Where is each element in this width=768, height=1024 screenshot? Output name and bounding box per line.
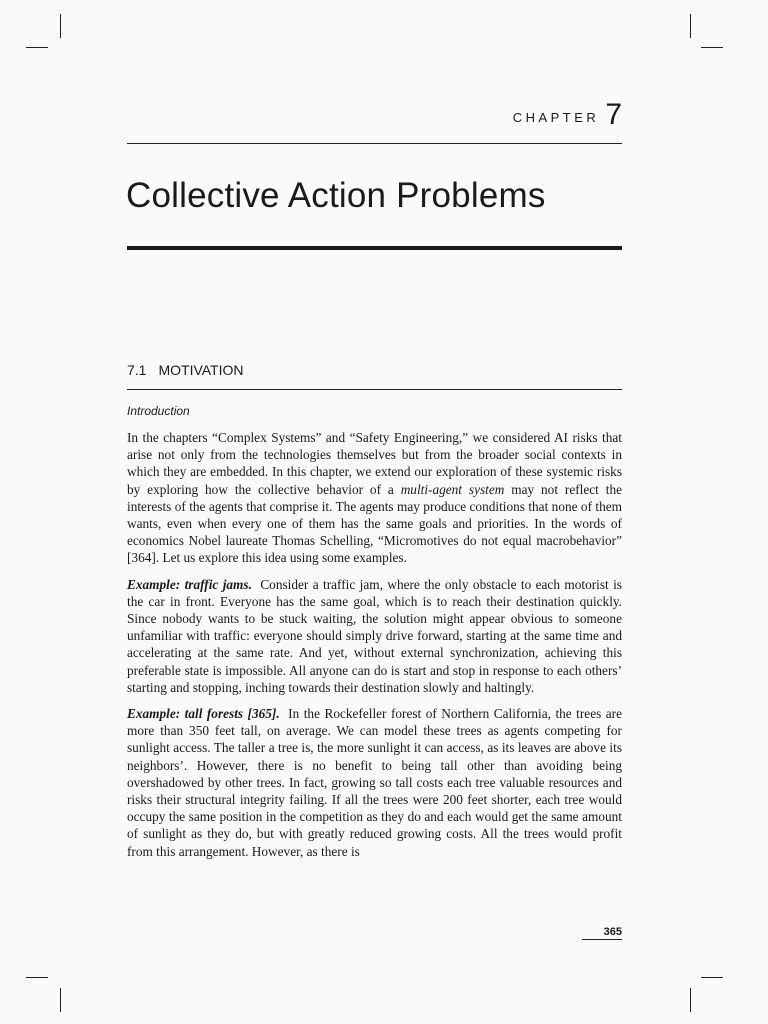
traffic-jams-text: Consider a traffic jam, where the only obstacle to each motorist is the car in front. Everyone has the same goal, which is to reach their destination quickly. Since nobody wants to be stuck waiting, the solution might appear obvious to someone unfamiliar with traffic: everyone should simply drive forward, starting at the same time and accelerating at the same rate. And yet, without external synchronization, achieving this preferable state is impossible. All anyone can do is start and stop in response to each others’ starting and stopping, inching towards their destination slowly and haltingly.: [127, 576, 622, 695]
section-title: MOTIVATION: [158, 362, 244, 378]
emphasis-multi-agent-system: multi-agent system: [400, 481, 505, 497]
crop-mark-top-left-vertical: [60, 14, 61, 38]
chapter-title: Collective Action Problems: [126, 176, 546, 215]
chapter-word: CHAPTER: [512, 110, 600, 125]
paragraph-tall-forests: [127, 705, 622, 860]
paragraph-intro: [127, 429, 622, 567]
example-lead-tall-forests: Example: tall forests [365].: [127, 706, 280, 722]
intro-text-part-1: In the chapters “Complex Systems” and “Safety Engineering,” we considered AI risks that arise not only from the technologies themselves but from the broader social contexts in which they are embedded. In this chapter, we extend our exploration of these systemic risks by exploring how the collective behavior of a: [127, 430, 622, 497]
page-number: 365: [582, 926, 622, 940]
chapter-label: [513, 98, 622, 132]
body-text: [127, 429, 622, 869]
crop-mark-bottom-left-vertical: [60, 988, 61, 1012]
section-heading: [127, 362, 244, 378]
crop-mark-top-right-horizontal: [701, 47, 723, 48]
crop-mark-bottom-left-horizontal: [26, 977, 48, 978]
tall-forests-text: In the Rockefeller forest of Northern California, the trees are more than 350 feet tall, on average. We can model these trees as agents competing for sunlight access. The taller a tree is, the more sunlight it can access, as its leaves are above its neighbors’. However, there is no benefit to being tall other than avoiding being overshadowed by other trees. In fact, growing so tall costs each tree valuable resources and risks their structural integrity failing. If all the trees were 200 feet shorter, each tree would occupy the same position in the competition as they do and each would get the same amount of sunlight as they do, but with greatly reduced growing costs. All the trees would profit from this arrangement. However, as there is: [127, 706, 622, 859]
section-rule: [127, 389, 622, 390]
intro-text-part-2: may not reflect the interests of the agents that comprise it. The agents may produce conditions that none of them wants, even when every one of them has the same goals and priorities. In the words of economics Nobel laureate Thomas Schelling, “Micromotives do not equal macrobehavior” [364]. Let us explore this idea using some examples.: [127, 481, 622, 566]
chapter-header: [127, 100, 622, 144]
crop-mark-top-left-horizontal: [26, 47, 48, 48]
crop-mark-top-right-vertical: [690, 14, 691, 38]
example-lead-traffic-jams: Example: traffic jams.: [127, 576, 252, 592]
chapter-header-rule: [127, 143, 622, 144]
subsection-heading: Introduction: [127, 404, 190, 418]
section-number: 7.1: [127, 362, 147, 378]
crop-mark-bottom-right-horizontal: [701, 977, 723, 978]
chapter-number: 7: [605, 98, 622, 131]
chapter-title-rule: [127, 246, 622, 250]
crop-mark-bottom-right-vertical: [690, 988, 691, 1012]
paragraph-traffic-jams: [127, 576, 622, 696]
